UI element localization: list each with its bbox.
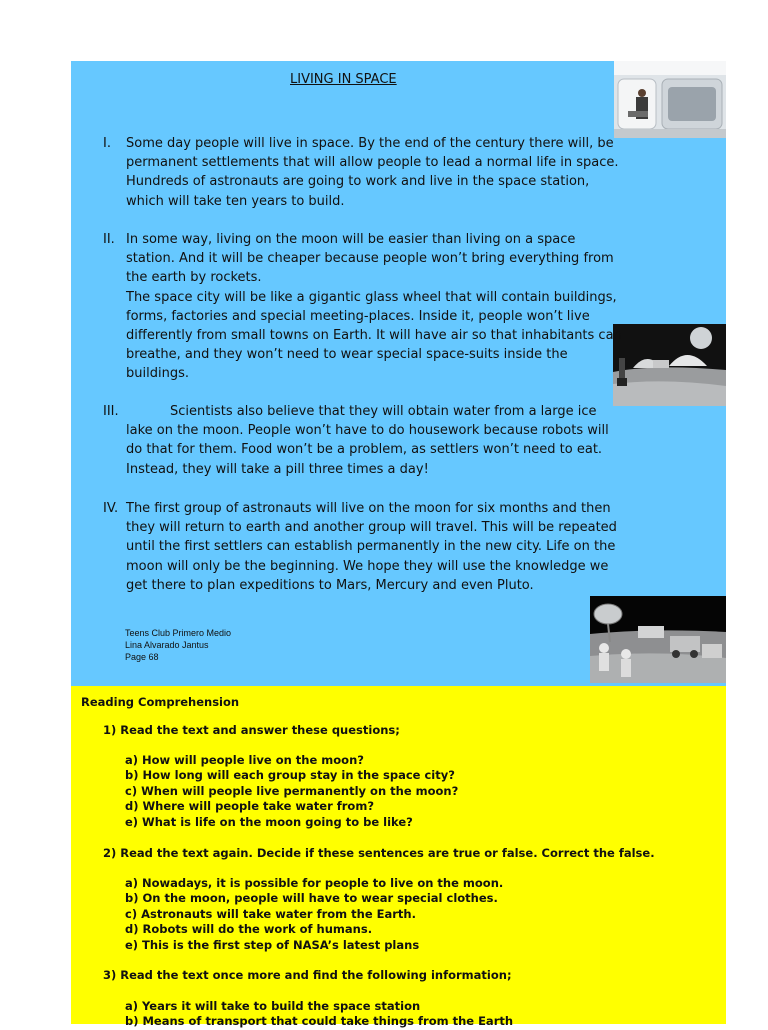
lunar-astronauts-photo xyxy=(590,596,726,683)
paragraph-text: Some day people will live in space. By the end of the century there will, be permanent settlements that will allow people to lead a normal life in space. Hundreds of astronauts are going to work and live in the space station, which will take ten years to build. xyxy=(126,136,619,209)
question-2-options xyxy=(125,876,503,953)
credit-line: Teens Club Primero Medio xyxy=(125,628,232,638)
question-1: 1) Read the text and answer these questions; xyxy=(103,723,400,737)
option-item: b) On the moon, people will have to wear special clothes. xyxy=(125,891,498,906)
credits xyxy=(125,627,231,663)
paragraph-3 xyxy=(103,402,623,479)
option-item: b) How long will each group stay in the space city? xyxy=(125,768,455,783)
paragraph-number: IV. xyxy=(103,501,119,516)
paragraph-4 xyxy=(103,499,623,595)
paragraph-number: I. xyxy=(103,136,111,151)
question-3: 3) Read the text once more and find the following information; xyxy=(103,968,512,982)
question-2: 2) Read the text again. Decide if these sentences are true or false. Correct the false. xyxy=(103,846,655,860)
option-item: c) When will people live permanently on the moon? xyxy=(125,783,459,798)
paragraph-1 xyxy=(103,134,623,211)
option-item: a) Nowadays, it is possible for people to live on the moon. xyxy=(125,876,504,890)
comprehension-title: Reading Comprehension xyxy=(81,695,240,709)
question-1-options xyxy=(125,753,458,830)
option-item: a) Years it will take to build the space station xyxy=(125,999,421,1013)
option-item: d) Where will people take water from? xyxy=(125,799,374,814)
paragraph-text: In some way, living on the moon will be easier than living on a space station. And it will be cheaper because people won’t bring everything from the earth by rockets. xyxy=(126,232,614,286)
option-item: e) What is life on the moon going to be like? xyxy=(125,814,413,829)
option-item: e) This is the first step of NASA’s latest plans xyxy=(125,937,420,952)
credit-line: Lina Alvarado Jantus xyxy=(125,640,209,650)
option-item: b) Means of transport that could take things from the Earth xyxy=(125,1014,514,1029)
moon-base-photo xyxy=(613,324,726,406)
option-item: d) Robots will do the work of humans. xyxy=(125,922,373,937)
paragraph-text: The first group of astronauts will live on the moon for six months and then they will return to earth and another group will travel. This will be repeated until the first settlers can establish permanently in the new city. Life on the moon will only be the beginning. We hope they will use the knowledge we get there to plan expeditions to Mars, Mercury and even Pluto. xyxy=(126,501,617,593)
option-item: c) Astronauts will take water from the Earth. xyxy=(125,906,416,921)
credit-line: Page 68 xyxy=(125,652,159,662)
paragraph-text-wrap xyxy=(126,402,623,479)
option-item: a) How will people live on the moon? xyxy=(125,753,364,767)
article-title: LIVING IN SPACE xyxy=(290,72,397,87)
paragraph-2 xyxy=(103,230,623,384)
paragraph-text: Scientists also believe that they will obtain water from a large ice lake on the moon. People won’t have to do housework because robots will do that for them. Food won’t be a problem, as settlers won’t need to eat. Instead, they will take a pill three times a day! xyxy=(126,404,609,477)
space-station-interior-photo xyxy=(614,61,726,138)
paragraph-text-continued: The space city will be like a gigantic glass wheel that will contain buildings, forms, factories and special meeting-places. Inside it, people won’t live differently from small towns on Earth. It will have air so that inhabitants can breathe, and they won’t need to wear special space-suits inside the buildings. xyxy=(126,289,622,382)
question-3-options xyxy=(125,999,513,1030)
paragraph-number: II. xyxy=(103,232,115,247)
paragraph-number: III. xyxy=(103,404,119,419)
